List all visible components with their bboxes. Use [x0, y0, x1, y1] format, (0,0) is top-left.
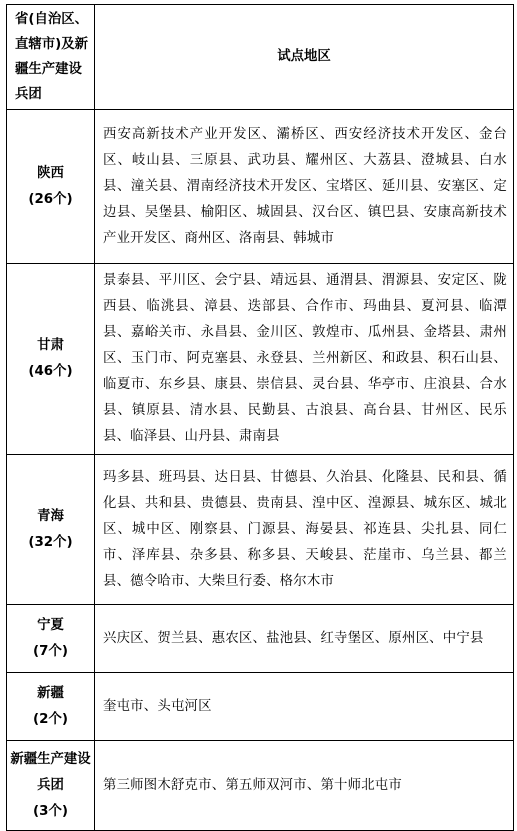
province-name: 青海 — [37, 508, 64, 524]
pilot-areas-list: 兴庆区、贺兰县、惠农区、盐池县、红寺堡区、原州区、中宁县 — [95, 605, 514, 673]
area-count: (2个) — [33, 711, 68, 727]
province-name: 陕西 — [37, 165, 64, 181]
areas-column-header: 试点地区 — [95, 5, 514, 110]
area-count: (7个) — [33, 643, 68, 659]
province-name: 宁夏 — [37, 617, 64, 633]
province-column-header: 省(自治区、直辖市)及新疆生产建设兵团 — [7, 5, 95, 110]
area-count: (26个) — [28, 191, 73, 207]
province-cell — [7, 264, 95, 455]
area-count: (32个) — [28, 534, 73, 550]
province-name: 新疆生产建设兵团 — [10, 751, 91, 793]
province-name: 新疆 — [37, 685, 64, 701]
area-count: (3个) — [33, 803, 68, 819]
table-row — [7, 264, 514, 455]
province-cell — [7, 673, 95, 741]
province-cell — [7, 455, 95, 605]
pilot-areas-list: 奎屯市、头屯河区 — [95, 673, 514, 741]
table-row — [7, 605, 514, 673]
table-header-row — [7, 5, 514, 110]
table-row — [7, 673, 514, 741]
pilot-areas-list: 景泰县、平川区、会宁县、靖远县、通渭县、渭源县、安定区、陇西县、临洮县、漳县、迭部县、合作市、玛曲县、夏河县、临潭县、嘉峪关市、永昌县、金川区、敦煌市、瓜州县、金塔县、肃州区、玉门市、阿克塞县、永登县、兰州新区、和政县、积石山县、临夏市、东乡县、康县、崇信县、灵台县、华亭市、庄浪县、合水县、镇原县、清水县、民勤县、古浪县、高台县、甘州区、民乐县、临泽县、山丹县、肃南县 — [95, 264, 514, 455]
province-cell — [7, 605, 95, 673]
table-row — [7, 741, 514, 831]
pilot-areas-table — [6, 4, 514, 831]
table-row — [7, 455, 514, 605]
pilot-areas-list: 第三师图木舒克市、第五师双河市、第十师北屯市 — [95, 741, 514, 831]
area-count: (46个) — [28, 364, 73, 379]
province-name: 甘肃 — [37, 338, 64, 353]
province-cell — [7, 110, 95, 264]
pilot-areas-list: 玛多县、班玛县、达日县、甘德县、久治县、化隆县、民和县、循化县、共和县、贵德县、贵南县、湟中区、湟源县、城东区、城北区、城中区、刚察县、门源县、海晏县、祁连县、尖扎县、同仁市、泽库县、杂多县、称多县、天峻县、茫崖市、乌兰县、都兰县、德令哈市、大柴旦行委、格尔木市 — [95, 455, 514, 605]
table-row — [7, 110, 514, 264]
pilot-areas-list: 西安高新技术产业开发区、灞桥区、西安经济技术开发区、金台区、岐山县、三原县、武功县、耀州区、大荔县、澄城县、白水县、潼关县、渭南经济技术开发区、宝塔区、延川县、安塞区、定边县、吴堡县、榆阳区、城固县、汉台区、镇巴县、安康高新技术产业开发区、商州区、洛南县、韩城市 — [95, 110, 514, 264]
province-cell — [7, 741, 95, 831]
